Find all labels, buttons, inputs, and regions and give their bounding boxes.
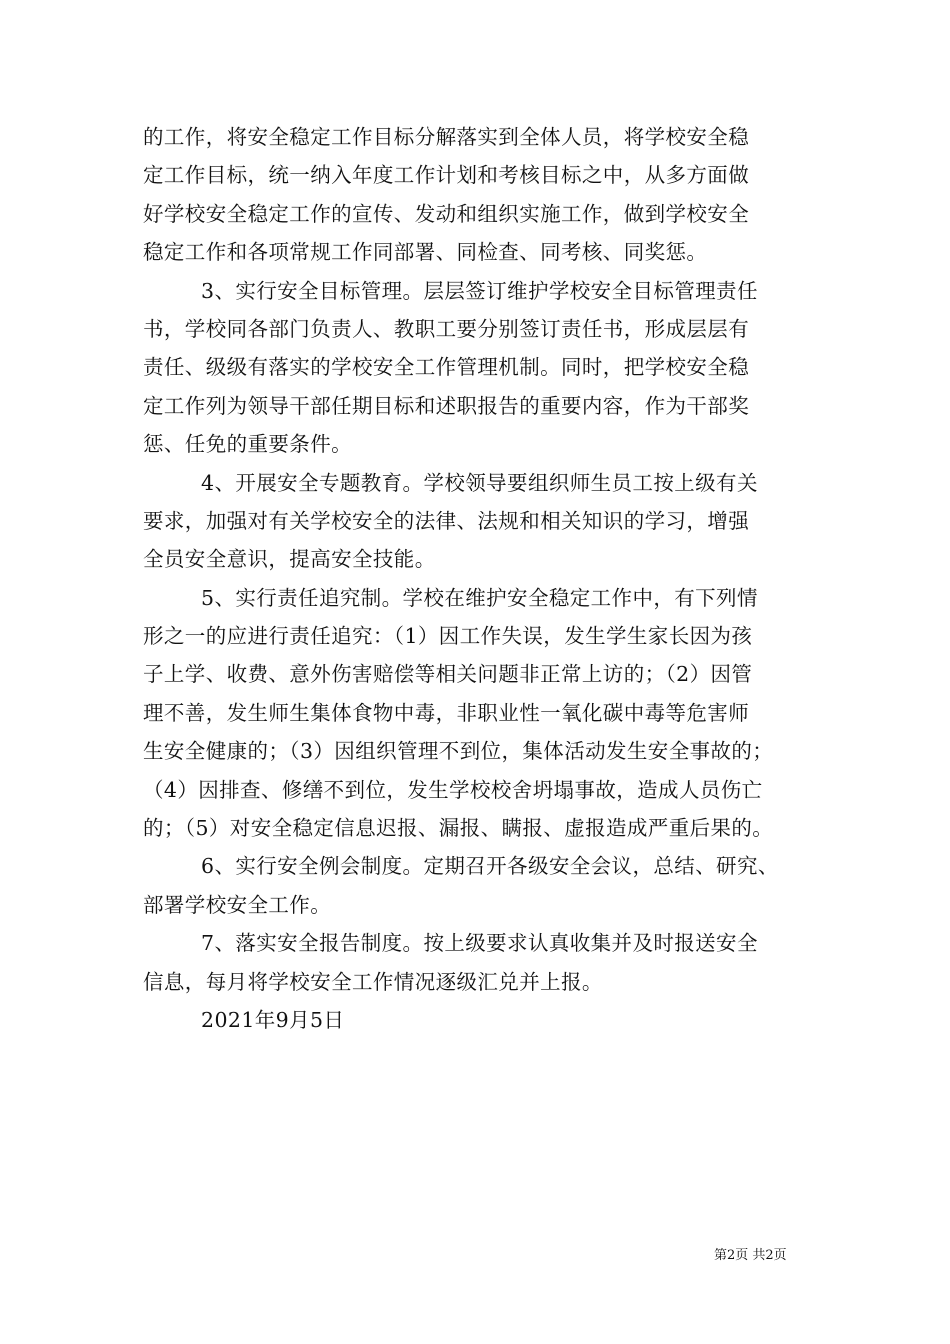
paragraph-7-start: 7、落实安全报告制度。按上级要求认真收集并及时报送安全 bbox=[201, 931, 758, 956]
paragraph-6-start: 6、实行安全例会制度。定期召开各级安全会议，总结、研究、 bbox=[201, 854, 779, 879]
page-number-footer: 第2页 共2页 bbox=[714, 1248, 787, 1263]
body-line: 信息，每月将学校安全工作情况逐级汇兑并上报。 bbox=[143, 969, 603, 994]
body-line: 的；（5）对安全稳定信息迟报、漏报、瞒报、虚报造成严重后果的。 bbox=[143, 816, 774, 841]
body-line: 的工作，将安全稳定工作目标分解落实到全体人员，将学校安全稳 bbox=[143, 125, 750, 149]
body-line: 惩、任免的重要条件。 bbox=[143, 432, 352, 457]
body-line: 理不善，发生师生集体食物中毒，非职业性一氧化碳中毒等危害师 bbox=[143, 700, 750, 725]
body-line: （4）因排查、修缮不到位，发生学校校舍坍塌事故，造成人员伤亡 bbox=[143, 777, 763, 802]
body-line: 要求，加强对有关学校安全的法律、法规和相关知识的学习，增强 bbox=[143, 508, 750, 533]
document-body bbox=[143, 118, 813, 1039]
body-line: 责任、级级有落实的学校安全工作管理机制。同时，把学校安全稳 bbox=[143, 355, 750, 380]
body-line: 全员安全意识，提高安全技能。 bbox=[143, 547, 436, 572]
body-line: 书，学校同各部门负责人、教职工要分别签订责任书，形成层层有 bbox=[143, 316, 750, 341]
body-line: 定工作列为领导干部任期目标和述职报告的重要内容，作为干部奖 bbox=[143, 393, 750, 418]
body-line: 稳定工作和各项常规工作同部署、同检查、同考核、同奖惩。 bbox=[143, 240, 708, 265]
body-line: 形之一的应进行责任追究：（1）因工作失误，发生学生家长因为孩 bbox=[143, 624, 753, 649]
document-date: 2021年9月5日 bbox=[201, 1007, 345, 1032]
body-line: 生安全健康的；（3）因组织管理不到位，集体活动发生安全事故的； bbox=[143, 739, 774, 764]
paragraph-3-start: 3、实行安全目标管理。层层签订维护学校安全目标管理责任 bbox=[201, 278, 758, 303]
paragraph-5-start: 5、实行责任追究制。学校在维护安全稳定工作中，有下列情 bbox=[201, 585, 758, 610]
body-line: 好学校安全稳定工作的宣传、发动和组织实施工作，做到学校安全 bbox=[143, 201, 750, 226]
body-line: 子上学、收费、意外伤害赔偿等相关问题非正常上访的；（2）因管 bbox=[143, 662, 753, 687]
body-line: 部署学校安全工作。 bbox=[143, 892, 332, 917]
body-line: 定工作目标，统一纳入年度工作计划和考核目标之中，从多方面做 bbox=[143, 163, 750, 188]
paragraph-4-start: 4、开展安全专题教育。学校领导要组织师生员工按上级有关 bbox=[201, 470, 758, 495]
